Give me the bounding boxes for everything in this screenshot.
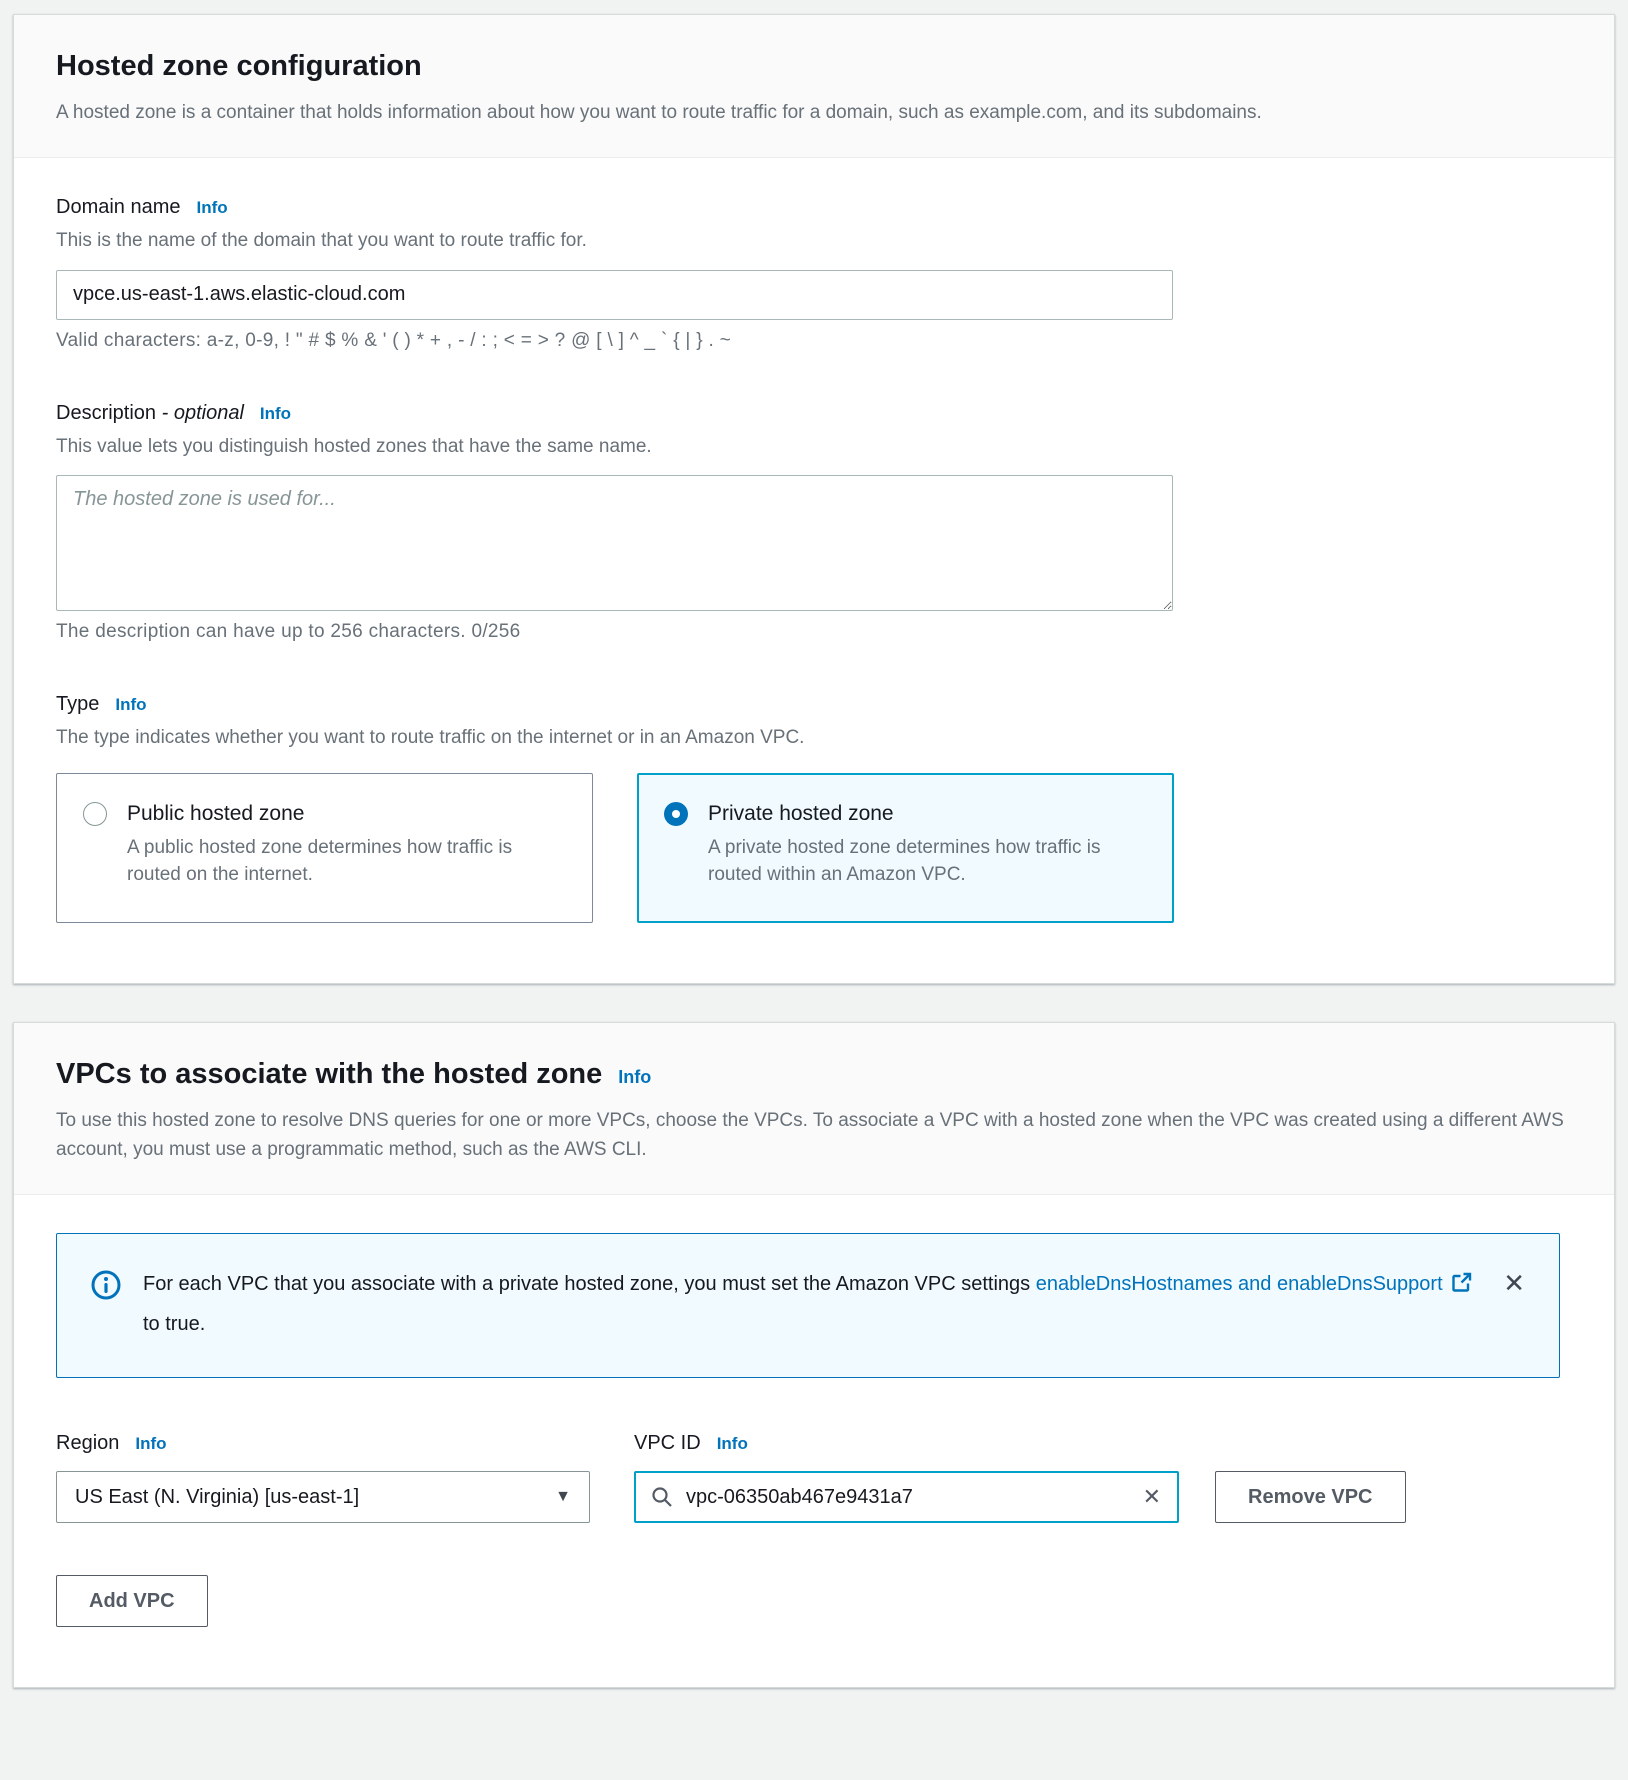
clear-icon[interactable]: ✕: [1139, 1484, 1165, 1510]
domain-name-input[interactable]: [56, 270, 1173, 320]
region-select-value: US East (N. Virginia) [us-east-1]: [75, 1485, 360, 1508]
region-select[interactable]: [56, 1471, 590, 1523]
vpc-id-label: VPC ID: [634, 1432, 701, 1455]
description-info-link[interactable]: Info: [259, 403, 292, 423]
radio-unselected-icon[interactable]: [83, 802, 107, 826]
public-hosted-zone-title: Public hosted zone: [127, 801, 305, 825]
alert-close-icon[interactable]: ✕: [1499, 1266, 1529, 1300]
hosted-zone-configuration-card: [13, 14, 1615, 984]
info-circle-icon: [91, 1270, 121, 1305]
description-helper: This value lets you distinguish hosted zones that have the same name.: [56, 435, 652, 457]
vpc-id-column: [634, 1432, 1179, 1523]
vpc-association-row: [56, 1432, 1572, 1523]
region-column: [56, 1432, 590, 1523]
vpc-id-info-link[interactable]: Info: [716, 1434, 748, 1454]
alert-text-after-link: to true.: [143, 1313, 206, 1336]
hosted-zone-card-header: [14, 15, 1614, 158]
domain-name-field-group: [56, 196, 1572, 352]
alert-text-before-link: For each VPC that you associate with a private hosted zone, you must set the Amazon VPC settings: [143, 1273, 1031, 1296]
region-label: Region: [56, 1432, 120, 1455]
search-icon: [650, 1485, 674, 1509]
description-textarea[interactable]: [56, 475, 1173, 611]
hosted-zone-card-body: [14, 158, 1614, 983]
domain-name-label: Domain name: [56, 196, 181, 219]
alert-message: [143, 1266, 1479, 1343]
vpc-id-input[interactable]: [684, 1485, 1139, 1510]
remove-vpc-button[interactable]: Remove VPC: [1215, 1471, 1406, 1523]
type-label: Type: [56, 693, 100, 716]
description-constraint: The description can have up to 256 characters. 0/256: [56, 621, 521, 643]
domain-name-constraint: Valid characters: a-z, 0-9, ! " # $ % & ' ( ) * + , - / : ; < = > ? @ [ \ ] ^ _ ` { | } . ~: [56, 329, 732, 351]
vpc-settings-info-alert: [56, 1233, 1560, 1378]
vpcs-card-header: [14, 1023, 1614, 1196]
type-field-group: [56, 693, 1572, 923]
radio-tile-public-hosted-zone[interactable]: [56, 773, 593, 923]
chevron-down-icon: ▼: [555, 1488, 571, 1506]
region-info-link[interactable]: Info: [135, 1434, 167, 1454]
vpc-id-search-box: [634, 1471, 1179, 1523]
description-optional-suffix: - optional: [161, 401, 244, 424]
private-hosted-zone-title: Private hosted zone: [708, 801, 894, 825]
description-field-group: [56, 402, 1572, 644]
domain-name-info-link[interactable]: Info: [196, 198, 228, 218]
add-vpc-button[interactable]: Add VPC: [56, 1575, 208, 1627]
description-label: Description - optional: [56, 401, 244, 424]
radio-selected-icon[interactable]: [664, 802, 688, 826]
type-info-link[interactable]: Info: [115, 695, 147, 715]
external-link-icon[interactable]: [1451, 1269, 1473, 1306]
hosted-zone-card-title: Hosted zone configuration: [56, 50, 422, 82]
type-helper: The type indicates whether you want to route traffic on the internet or in an Amazon VPC.: [56, 727, 805, 749]
domain-name-helper: This is the name of the domain that you want to route traffic for.: [56, 230, 587, 252]
hosted-zone-card-description: A hosted zone is a container that holds information about how you want to route traffic for a domain, such as example.com, and its subdomains.: [56, 101, 1262, 123]
private-hosted-zone-description: A private hosted zone determines how traffic is routed within an Amazon VPC.: [708, 836, 1101, 886]
radio-tile-private-hosted-zone[interactable]: [637, 773, 1174, 923]
vpcs-card-info-link[interactable]: Info: [618, 1066, 652, 1087]
vpcs-associate-card: [13, 1022, 1615, 1689]
vpcs-card-description: To use this hosted zone to resolve DNS queries for one or more VPCs, choose the VPCs. To associate a VPC with a hosted zone when the VPC was created using a different AWS account, you must use a programmatic method, such as the AWS CLI.: [56, 1109, 1564, 1160]
type-radio-group: [56, 773, 1572, 923]
vpcs-card-body: [14, 1195, 1614, 1687]
enable-dns-settings-link[interactable]: enableDnsHostnames and enableDnsSupport: [1035, 1273, 1443, 1296]
public-hosted-zone-description: A public hosted zone determines how traffic is routed on the internet.: [127, 836, 513, 886]
vpcs-card-title: VPCs to associate with the hosted zone: [56, 1057, 603, 1090]
